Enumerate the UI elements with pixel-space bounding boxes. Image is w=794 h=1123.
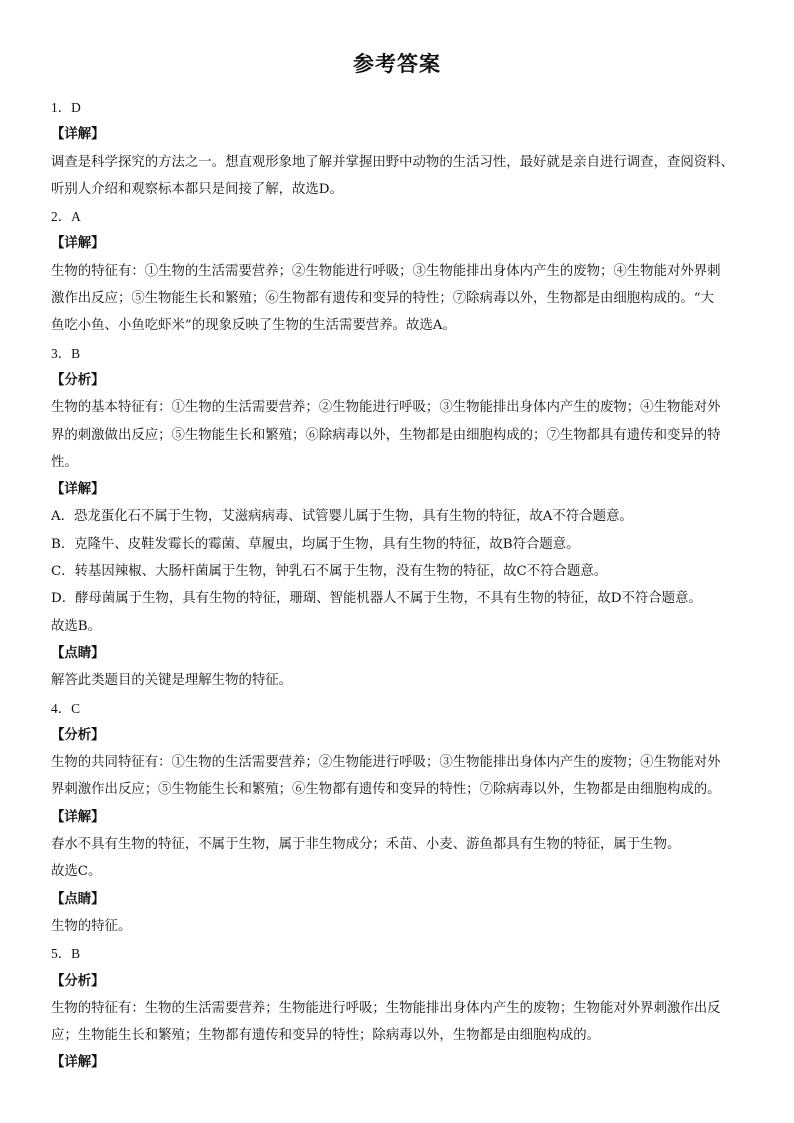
section-tag <box>51 1049 771 1076</box>
answer-text-line: 生物的共同特征有：①生物的生活需要营养；②生物能进行呼吸；③生物能排出身体内产生的废物；④生物能对外 <box>51 755 721 771</box>
answer-text-line: 鱼吃小鱼、小鱼吃虾米”的现象反映了生物的生活需要营养。故选A。 <box>51 318 456 334</box>
question-number: 2．A <box>51 209 81 225</box>
section-tag-label: 【详解】 <box>51 236 105 252</box>
answer-text-line: 界的刺激做出反应；⑤生物能生长和繁殖；⑥除病毒以外，生物都是由细胞构成的；⑦生物都具有遗传和变异的特 <box>51 427 721 443</box>
section-tag <box>51 476 771 503</box>
question-number: 3．B <box>51 345 81 361</box>
answer-text-line: 调查是科学探究的方法之一。想直观形象地了解并掌握田野中动物的生活习性，最好就是亲自进行调查，查阅资料、 <box>51 154 734 170</box>
section-tag <box>51 886 771 913</box>
answer-text-line: 生物的特征有：①生物的生活需要营养；②生物能进行呼吸；③生物能排出身体内产生的废物；④生物能对外界刺 <box>51 263 721 279</box>
question-number: 1．D <box>51 100 81 115</box>
section-tag-label: 【点睛】 <box>51 645 105 661</box>
answer-text-line: 春水不具有生物的特征，不属于生物，属于非生物成分；禾苗、小麦、游鱼都具有生物的特征，属于生物。 <box>51 837 681 853</box>
question-number: 4．C <box>51 700 81 716</box>
section-tag-label: 【分析】 <box>51 372 105 388</box>
answer-text-line: 生物的基本特征有：①生物的生活需要营养；②生物能进行呼吸；③生物能排出身体内产生的废物；④生物能对外 <box>51 400 721 416</box>
answer-text-line: 生物的特征有：生物的生活需要营养；生物能进行呼吸；生物能排出身体内产生的废物；生物能对外界刺激作出反 <box>51 1000 721 1016</box>
section-tag-label: 【详解】 <box>51 1055 105 1071</box>
section-tag-label: 【分析】 <box>51 973 105 989</box>
answer-text-line: 激作出反应；⑤生物能生长和繁殖；⑥生物都有遗传和变异的特性；⑦除病毒以外，生物都是由细胞构成的。“大 <box>51 291 714 307</box>
answer-text-line: 听别人介绍和观察标本都只是间接了解，故选D。 <box>51 181 343 197</box>
section-tag-label: 【详解】 <box>51 809 105 825</box>
section-tag-label: 【详解】 <box>51 482 105 498</box>
section-tag <box>51 722 771 749</box>
section-tag-label: 【详解】 <box>51 127 105 143</box>
answer-text-line: 界刺激作出反应；⑤生物能生长和繁殖；⑥生物都有遗传和变异的特性；⑦除病毒以外，生物都是由细胞构成的。 <box>51 782 721 798</box>
section-tag <box>51 968 771 995</box>
answer-text-line: 性。 <box>51 454 78 470</box>
answer-text-line: 故选B。 <box>51 618 102 634</box>
section-tag <box>51 640 771 667</box>
section-tag <box>51 230 771 257</box>
section-tag <box>51 367 771 394</box>
section-tag-label: 【分析】 <box>51 727 105 743</box>
section-tag <box>51 804 771 831</box>
answer-text-line: B．克隆牛、皮鞋发霉长的霉菌、草履虫，均属于生物，具有生物的特征，故B符合题意。 <box>51 536 580 552</box>
answer-text-line: 解答此类题目的关键是理解生物的特征。 <box>51 673 293 689</box>
answer-text-line: 生物的特征。 <box>51 918 132 934</box>
section-tag <box>51 121 771 148</box>
answer-text-line: 应；生物能生长和繁殖；生物都有遗传和变异的特性；除病毒以外，生物都是由细胞构成的。 <box>51 1028 601 1044</box>
page-title: 参考答案 <box>353 52 441 76</box>
answer-text-line: 故选C。 <box>51 864 102 880</box>
answer-content <box>51 94 771 1077</box>
question-number: 5．B <box>51 946 81 962</box>
answer-text-line: C．转基因辣椒、大肠杆菌属于生物，钟乳石不属于生物，没有生物的特征，故C不符合题意。 <box>51 564 608 580</box>
answer-text-line: A．恐龙蛋化石不属于生物，艾滋病病毒、试管婴儿属于生物，具有生物的特征，故A不符合题意。 <box>51 509 633 525</box>
section-tag-label: 【点睛】 <box>51 891 105 907</box>
answer-text-line: D．酵母菌属于生物，具有生物的特征，珊瑚、智能机器人不属于生物，不具有生物的特征，故D不符合题意。 <box>51 591 702 607</box>
